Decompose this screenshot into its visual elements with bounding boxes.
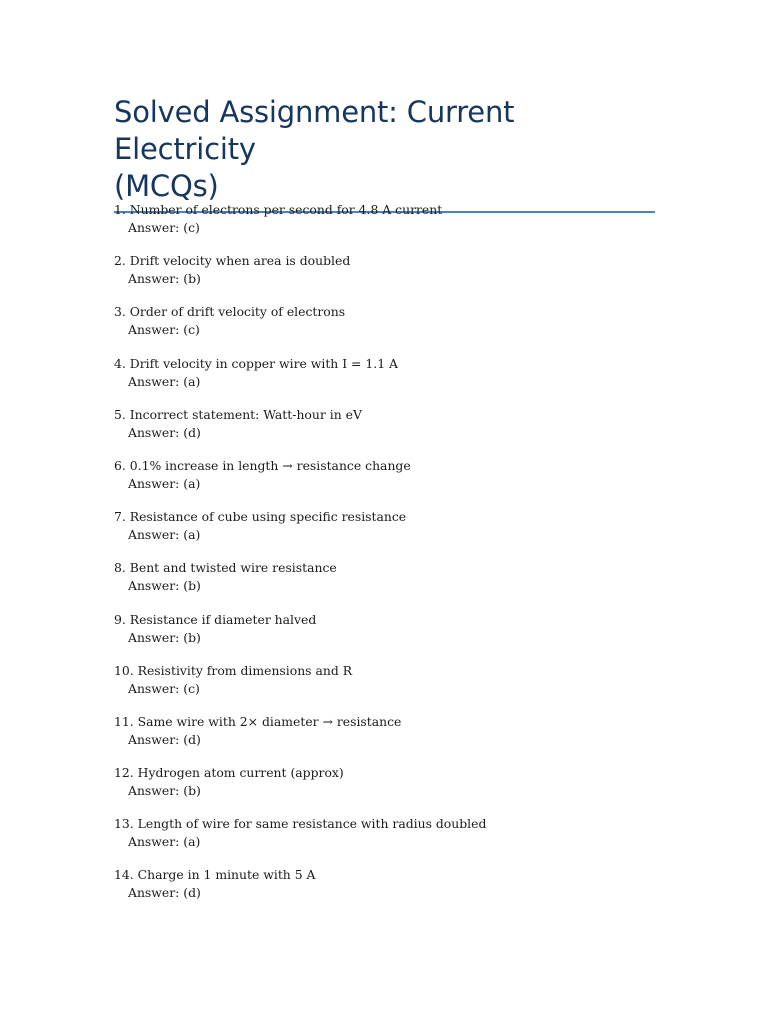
title-line-2: (MCQs): [114, 169, 219, 203]
list-item: [114, 252, 655, 303]
question-text: 10. Resistivity from dimensions and R: [114, 662, 353, 678]
list-item: [114, 815, 655, 866]
list-item: [114, 559, 655, 610]
list-item: [114, 764, 655, 815]
question-text: 13. Length of wire for same resistance with radius doubled: [114, 816, 487, 832]
question-text: 3. Order of drift velocity of electrons: [114, 304, 346, 320]
page-title: [114, 94, 655, 211]
question-text: 14. Charge in 1 minute with 5 A: [114, 867, 316, 883]
list-item: [114, 355, 655, 406]
answer-text: Answer: (a): [128, 834, 201, 850]
answer-text: Answer: (c): [128, 322, 200, 338]
list-item: [114, 201, 655, 252]
answer-text: Answer: (a): [128, 527, 201, 543]
list-item: [114, 611, 655, 662]
answer-text: Answer: (a): [128, 475, 201, 491]
answer-text: Answer: (b): [128, 271, 201, 287]
question-text: 7. Resistance of cube using specific resistance: [114, 509, 407, 525]
list-item: [114, 713, 655, 764]
question-text: 9. Resistance if diameter halved: [114, 611, 317, 627]
document-page: [114, 94, 655, 901]
list-item: [114, 303, 655, 354]
answer-text: Answer: (a): [128, 373, 201, 389]
question-text: 12. Hydrogen atom current (approx): [114, 765, 344, 781]
list-item: [114, 508, 655, 559]
answer-text: Answer: (d): [128, 885, 201, 901]
answer-text: Answer: (c): [128, 680, 200, 696]
list-item: [114, 457, 655, 508]
title-line-1: Solved Assignment: Current Electricity: [114, 95, 515, 166]
list-item: [114, 406, 655, 457]
list-item: [114, 662, 655, 713]
answer-text: Answer: (c): [128, 220, 200, 235]
question-text: 11. Same wire with 2× diameter → resistance: [114, 713, 402, 729]
answer-text: Answer: (d): [128, 424, 201, 440]
list-item: [114, 866, 655, 917]
answer-text: Answer: (d): [128, 731, 201, 747]
question-text: 4. Drift velocity in copper wire with I = 1.1 A: [114, 355, 398, 371]
question-text: 8. Bent and twisted wire resistance: [114, 560, 337, 576]
question-text: 6. 0.1% increase in length → resistance change: [114, 457, 411, 473]
answer-text: Answer: (b): [128, 783, 201, 799]
question-text: 5. Incorrect statement: Watt-hour in eV: [114, 406, 362, 422]
question-text: 2. Drift velocity when area is doubled: [114, 253, 351, 269]
answer-text: Answer: (b): [128, 629, 201, 645]
answer-text: Answer: (b): [128, 578, 201, 594]
question-list: [114, 201, 655, 918]
question-text: 1. Number of electrons per second for 4.8 A current: [114, 202, 443, 217]
